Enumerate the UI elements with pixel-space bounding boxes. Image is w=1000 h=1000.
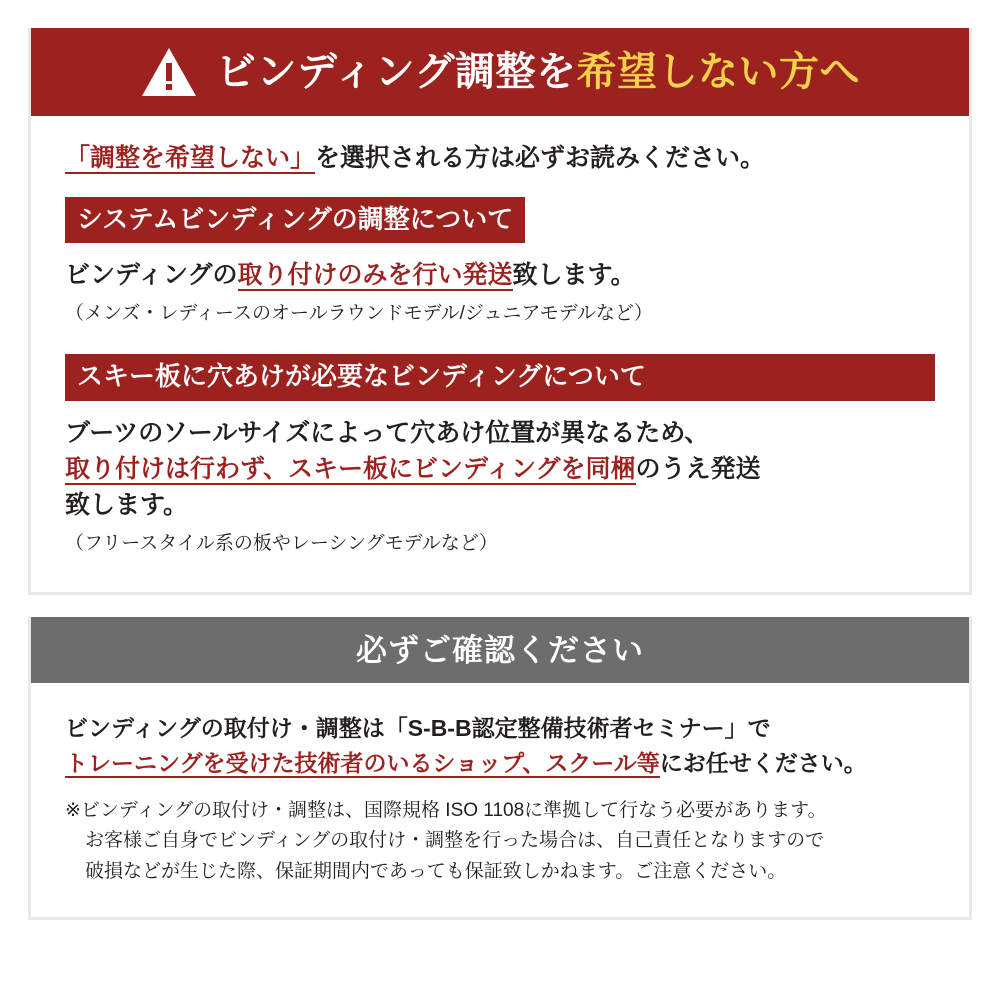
section-2-body-line1: ブーツのソールサイズによって穴あけ位置が異なるため、: [65, 418, 710, 447]
panel-two-note-1: ※ビンディングの取付け・調整は、国際規格 ISO 1108に準拠して行なう必要があります。: [65, 800, 827, 822]
panel-please-confirm: [28, 617, 972, 920]
panel-one-title-plain: ビンディング調整を: [216, 50, 577, 94]
lead-text: [65, 142, 935, 175]
section-2-body: [65, 415, 935, 524]
section-system-binding: [65, 197, 935, 329]
panel-one-body: [31, 116, 969, 592]
section-1-body-prefix: ビンディングの: [65, 261, 238, 290]
panel-two-note-3: 破損などが生じた際、保証期間内であっても保証致しかねます。ご注意ください。: [85, 860, 787, 882]
panel-one-title-highlight: 希望しない方へ: [576, 50, 860, 94]
panel-two-note-2: お客様ご自身でビンディングの取付け・調整を行った場合は、自己責任となりますので: [85, 830, 825, 852]
panel-two-line-2-emphasis: トレーニングを受けた技術者のいるショップ、スクール等: [65, 749, 660, 776]
section-1-note: （メンズ・レディースのオールラウンドモデル/ジュニアモデルなど）: [65, 303, 653, 325]
section-1-body-suffix: 致します。: [512, 261, 636, 290]
lead-rest: を選択される方は必ずお読みください。: [315, 144, 766, 172]
section-1-body: [65, 257, 935, 293]
section-1-body-emphasis: 取り付けのみを行い発送: [237, 261, 513, 290]
panel-one-title: [216, 52, 860, 92]
section-2-body-line2: [65, 451, 935, 487]
panel-two-title: 必ずご確認ください: [356, 632, 644, 668]
panel-two-line-1: ビンディングの取付け・調整は「S-B-B認定整備技術者セミナー」で: [65, 715, 771, 742]
section-2-body-emphasis: 取り付けは行わず、スキー板にビンディングを同梱: [65, 454, 636, 483]
section-2-body-line3: 致します。: [65, 491, 189, 520]
panel-one-header: [31, 28, 969, 116]
section-2-note: （フリースタイル系の板やレーシングモデルなど）: [65, 533, 498, 555]
section-1-bar-label: システムビンディングの調整について: [65, 197, 525, 244]
section-drilling-required: [65, 354, 935, 558]
warning-triangle-icon: [140, 46, 198, 98]
lead-emphasis: 「調整を希望しない」: [65, 144, 316, 172]
panel-two-header: [31, 617, 969, 683]
panel-binding-no-adjustment: [28, 28, 972, 595]
panel-two-body: [31, 683, 969, 917]
section-2-bar-label: スキー板に穴あけが必要なビンディングについて: [65, 354, 935, 401]
panel-two-notes: [65, 796, 935, 887]
panel-two-line-2-suffix: にお任せください。: [659, 749, 867, 776]
section-2-body-line2-suffix: のうえ発送: [635, 454, 761, 483]
panel-two-line-2: [65, 746, 935, 781]
